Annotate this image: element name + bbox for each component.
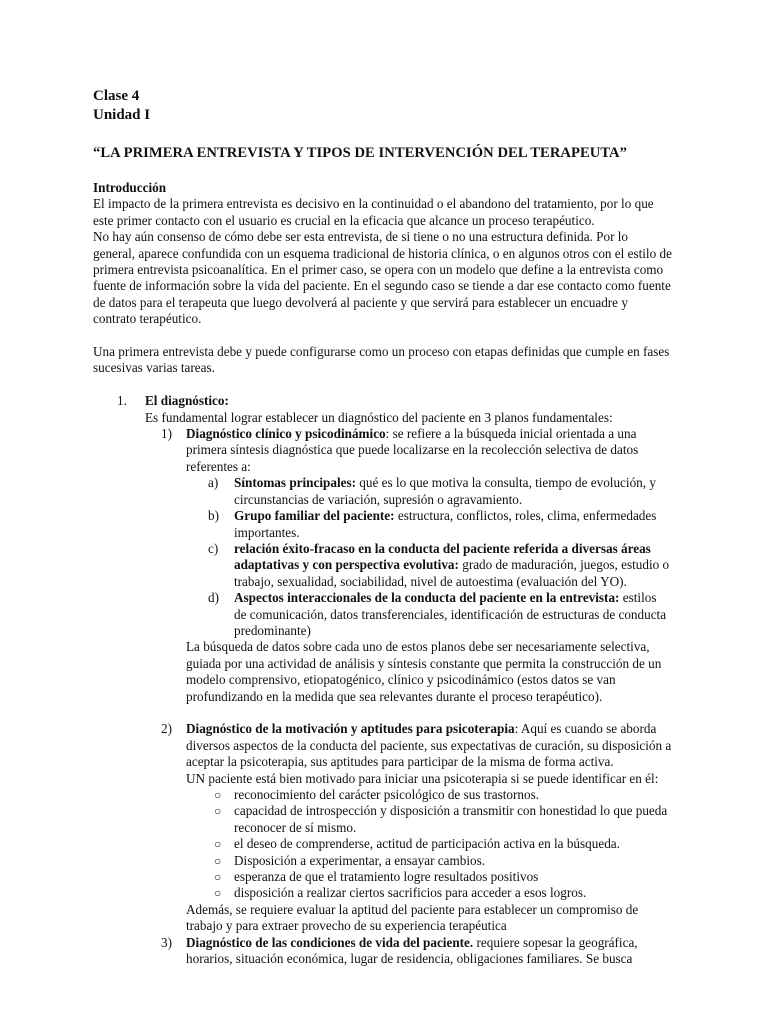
letter-item-c: [93, 541, 672, 590]
letter-item-heading: Aspectos interaccionales de la conducta del paciente en la entrevista:: [234, 590, 620, 606]
letter-item-body: [234, 590, 672, 639]
letter-item-text: estilos de comunicación, datos transferenciales, identificación de estructuras de conducta predominante): [234, 590, 667, 638]
bullet-text: el deseo de comprenderse, actitud de participación activa en la búsqueda.: [234, 836, 620, 852]
paragraph-gap: [93, 377, 672, 393]
bullet-text: disposición a realizar ciertos sacrificios para acceder a esos logros.: [234, 885, 587, 901]
letter-item-heading: relación éxito-fracaso en la conducta del paciente referida a diversas áreas adaptativas y con perspectiva evolutiva:: [234, 540, 651, 573]
bullet-text: Disposición a experimentar, a ensayar cambios.: [234, 852, 486, 868]
circle-bullet-icon: ○: [214, 870, 222, 885]
bullet-item: [93, 885, 672, 901]
sublist-heading: Diagnóstico de la motivación y aptitudes para psicoterapia: [186, 721, 515, 737]
letter-item-d: [93, 590, 672, 639]
bullet-text: capacidad de introspección y disposición a transmitir con honestidad lo que pueda reconocer de sí mismo.: [234, 803, 668, 835]
section-lead: Es fundamental lograr establecer un diagnóstico del paciente en 3 planos fundamentales:: [145, 409, 613, 425]
intro-heading: Introducción: [93, 180, 167, 195]
sublist-closing: Además, se requiere evaluar la aptitud del paciente para establecer un compromiso de trabajo y para extraer provecho de su experiencia terapéutica: [186, 901, 639, 934]
bullet-item: [93, 836, 672, 852]
sublist-item-3: [93, 935, 672, 968]
list-marker: 1): [161, 426, 172, 442]
list-marker: d): [208, 590, 219, 606]
letter-item-b: [93, 508, 672, 541]
circle-bullet-icon: ○: [214, 853, 222, 868]
sublist-item-2: [93, 721, 672, 770]
bullet-text: reconocimiento del carácter psicológico de sus trastornos.: [234, 786, 540, 802]
intro-paragraph-3: Una primera entrevista debe y puede configurarse como un proceso con etapas definidas que cumple en fases sucesivas varias tareas.: [93, 344, 670, 376]
letter-item-body: [234, 508, 672, 541]
numbered-list: [93, 393, 672, 967]
letter-item-text: grado de maduración, juegos, estudio o trabajo, sexualidad, sociabilidad, nivel de autoestima (evaluación del YO).: [234, 557, 670, 589]
list-marker: 3): [161, 934, 172, 950]
sublist-closing: La búsqueda de datos sobre cada uno de estos planos debe ser necesariamente selectiva, guiada por una actividad de análisis y síntesis constante que permita la construcción de un modelo comprensivo, etiopatogénico, clínico y psicodinámico (estos datos se van profundizando en la medida que sea relevantes durante el proceso terapéutico).: [186, 639, 662, 704]
letter-item-body: [234, 541, 672, 590]
paragraph-gap: [93, 328, 672, 344]
letter-item-body: [234, 475, 672, 508]
sublist-item-1: [93, 426, 672, 475]
bullet-text: esperanza de que el tratamiento logre resultados positivos: [234, 869, 539, 885]
list-marker: c): [208, 540, 219, 556]
document-title: “LA PRIMERA ENTREVISTA Y TIPOS DE INTERVENCIÓN DEL TERAPEUTA”: [93, 145, 627, 161]
bullet-item: [93, 853, 672, 869]
letter-item-heading: Grupo familiar del paciente:: [234, 508, 395, 524]
sublist-text: : se refiere a la búsqueda inicial orientada a una primera síntesis diagnóstica que puede localizarse en la recolección selectiva de datos referentes a:: [186, 426, 639, 474]
letter-item-a: [93, 475, 672, 508]
sublist-text: : Aquí es cuando se aborda diversos aspectos de la conducta del paciente, sus expectativas de curación, su disposición a aceptar la psicoterapia, sus aptitudes para participar de la misma de forma activa.: [186, 721, 672, 770]
list-marker: a): [208, 475, 219, 491]
list-item-1: [93, 393, 672, 409]
sublist-text: requiere sopesar la geográfica, horarios, situación económica, lugar de residencia, obligaciones familiares. Se busca: [186, 934, 638, 967]
unit-label: Unidad I: [93, 107, 151, 123]
bullet-item: [93, 803, 672, 836]
list-marker: 1.: [117, 393, 127, 409]
sublist-item-body: [186, 426, 672, 475]
sublist-lead: UN paciente está bien motivado para iniciar una psicoterapia si se puede identificar en él:: [186, 770, 659, 786]
circle-bullet-icon: ○: [214, 804, 222, 819]
circle-bullet-icon: ○: [214, 787, 222, 802]
sublist-heading: Diagnóstico de las condiciones de vida del paciente.: [186, 934, 474, 950]
letter-item-heading: Síntomas principales:: [234, 475, 356, 491]
section-heading: El diagnóstico:: [145, 393, 229, 409]
circle-bullet-icon: ○: [214, 886, 222, 901]
sublist-item-body: [186, 721, 672, 770]
bullet-item: [93, 787, 672, 803]
letter-item-text: estructura, conflictos, roles, clima, enfermedades importantes.: [234, 508, 657, 540]
circle-bullet-icon: ○: [214, 837, 222, 852]
list-marker: b): [208, 508, 219, 524]
sublist-item-body: [186, 935, 672, 968]
class-label: Clase 4: [93, 88, 140, 104]
intro-paragraph-2: No hay aún consenso de cómo debe ser esta entrevista, de si tiene o no una estructura definida. Por lo general, aparece confundida con un esquema tradicional de historia clínica, o en algunos otros con el estilo de primera entrevista psicoanalítica. En el primer caso, se opera con un modelo que define a la entrevista como fuente de información sobre la vida del paciente. En el segundo caso se tiende a dar ese contacto como fuente de datos para el terapeuta que luego devolverá al paciente y que servirá para establecer un encuadre y contrato terapéutico.: [93, 229, 672, 327]
paragraph-gap: [93, 705, 672, 721]
sublist-heading: Diagnóstico clínico y psicodinámico: [186, 426, 386, 442]
list-marker: 2): [161, 721, 172, 737]
intro-paragraph-1: El impacto de la primera entrevista es decisivo en la continuidad o el abandono del tratamiento, por lo que este primer contacto con el usuario es crucial en la eficacia que alcance un proceso terapéutico.: [93, 196, 654, 228]
bullet-item: [93, 869, 672, 885]
letter-item-text: qué es lo que motiva la consulta, tiempo de evolución, y circunstancias de variación, supresión o agravamiento.: [234, 475, 656, 507]
